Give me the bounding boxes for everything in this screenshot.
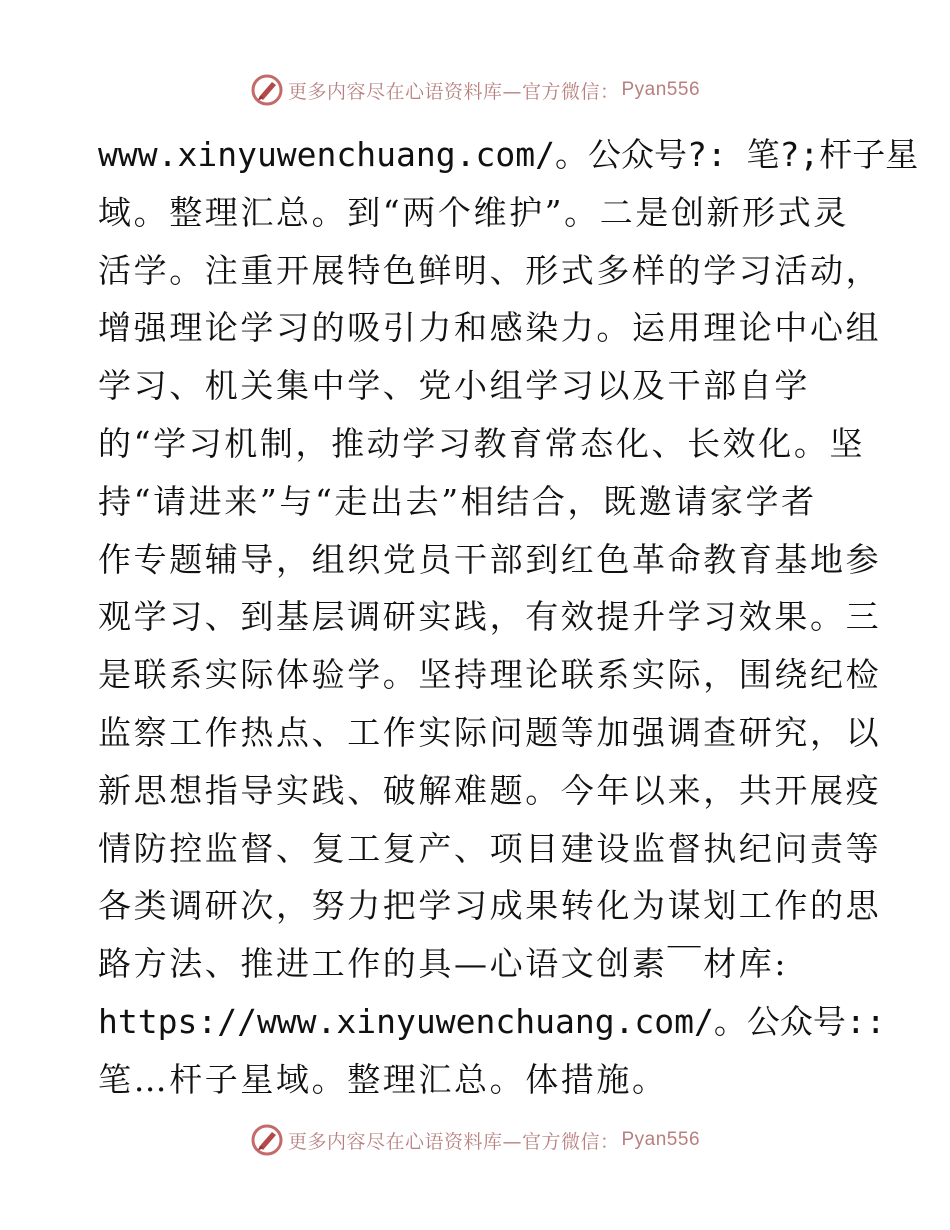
text-line: 域。整理汇总。到“两个维护”。二是创新形式灵 bbox=[98, 192, 849, 232]
text-line: 是联系实际体验学。坚持理论联系实际，围绕纪检 bbox=[98, 655, 882, 695]
brush-logo-icon bbox=[250, 73, 284, 107]
header-watermark bbox=[0, 70, 950, 110]
text-line: 增强理论学习的吸引力和感染力。运用理论中心组 bbox=[98, 308, 882, 348]
text-line: 持“请进来”与“走出去”相结合，既邀请家学者 bbox=[98, 481, 817, 521]
text-line: 活学。注重开展特色鲜明、形式多样的学习活动， bbox=[98, 250, 882, 290]
watermark-handle: Pyan556 bbox=[621, 1129, 701, 1150]
text-line: 学习、机关集中学、党小组学习以及干部自学 bbox=[98, 366, 810, 406]
footer-watermark bbox=[0, 1120, 950, 1160]
text-line: 新思想指导实践、破解难题。今年以来，共开展疫 bbox=[98, 770, 882, 810]
text-line: 笔…杆子星域。整理汇总。体措施。 bbox=[98, 1059, 668, 1099]
text-line: 监察工作热点、工作实际问题等加强调查研究，以 bbox=[98, 712, 882, 752]
document-body bbox=[98, 126, 919, 1109]
text-line: 情防控监督、复工复产、项目建设监督执纪问责等 bbox=[98, 828, 882, 868]
brush-logo-icon bbox=[250, 1123, 284, 1157]
text-line: www.xinyuwenchuang.com/。公众号?: 笔?;杆子星 bbox=[98, 135, 919, 174]
text-line: 作专题辅导，组织党员干部到红色革命教育基地参 bbox=[98, 539, 882, 579]
watermark-text: 更多内容尽在心语资料库—官方微信： bbox=[287, 80, 620, 103]
text-line: https://www.xinyuwenchuang.com/。公众号:: bbox=[98, 1001, 886, 1041]
watermark-text: 更多内容尽在心语资料库—官方微信： bbox=[287, 1130, 620, 1153]
watermark-handle: Pyan556 bbox=[621, 79, 701, 100]
text-line: 各类调研次，努力把学习成果转化为谋划工作的思 bbox=[98, 886, 882, 926]
text-line: 观学习、到基层调研实践，有效提升学习效果。三 bbox=[98, 597, 882, 637]
text-line: 路方法、推进工作的具—心语文创素￣材库: bbox=[98, 944, 789, 984]
text-line: 的“学习机制，推动学习教育常态化、长效化。坚 bbox=[98, 423, 866, 463]
